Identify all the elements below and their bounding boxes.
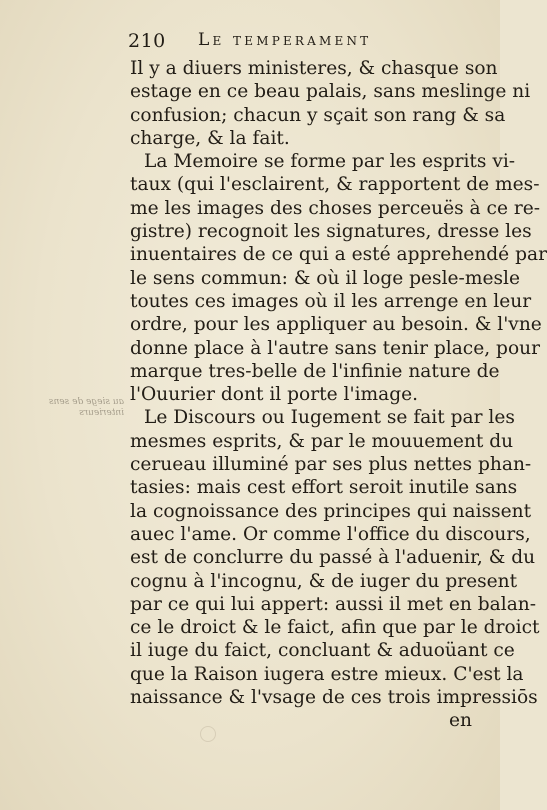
text-line: ordre, pour les appliquer au besoin. & l'vne: [130, 314, 542, 336]
text-line: que la Raison iugera estre mieux. C'est la: [130, 663, 524, 685]
text-line: Il y a diuers ministeres, & chasque son: [130, 58, 498, 79]
text-line: charge, & la fait.: [130, 127, 290, 149]
paragraph-start-memoire: La Memoire se forme par les esprits vi-: [144, 151, 516, 173]
text-line: l'Ouurier dont il porte l'image.: [130, 384, 419, 406]
text-line: cerueau illuminé par ses plus nettes phan-: [130, 454, 532, 476]
text-line: me les images des choses perceuës à ce re-: [130, 197, 541, 219]
text-line: cognu à l'incognu, & de iuger du present: [130, 570, 518, 592]
text-line: est de conclurre du passé à l'aduenir, & du: [130, 547, 536, 569]
page-number: 210: [128, 30, 166, 52]
catchword: en: [449, 710, 472, 732]
text-line: auec l'ame. Or comme l'office du discours,: [130, 523, 531, 545]
text-line: inuentaires de ce qui a esté apprehendé par: [130, 244, 547, 266]
paragraph-start-discours: Le Discours ou Iugement se fait par les: [144, 407, 515, 429]
text-line: gistre) recognoit les signatures, dresse les: [130, 221, 532, 243]
text-line: toutes ces images où il les arrenge en leur: [130, 290, 532, 312]
text-line: donne place à l'autre sans tenir place, pour: [130, 337, 540, 359]
page-header: [128, 30, 468, 56]
text-line: mesmes esprits, & par le mouuement du: [130, 430, 514, 452]
text-line: estage en ce beau palais, sans meslinge ni: [130, 81, 531, 103]
text-line: ce le droict & le faict, afin que par le droict: [130, 617, 540, 639]
text-line: le sens commun: & où il loge pesle-mesle: [130, 267, 520, 289]
paper-stain: [200, 726, 216, 742]
text-line: taux (qui l'esclairent, & rapportent de mes-: [130, 174, 540, 196]
text-line: marque tres-belle de l'infinie nature de: [130, 360, 500, 382]
text-line: la cognoissance des principes qui naissent: [130, 500, 532, 522]
text-line: confusion; chacun y sçait son rang & sa: [130, 104, 506, 126]
text-line: tasies: mais cest effort seroit inutile sans: [130, 477, 518, 499]
body-text: [130, 57, 547, 733]
margin-note-bleedthrough: au siege de sens interieurs: [48, 397, 124, 418]
text-line: naissance & l'vsage de ces trois impressiōs: [130, 687, 538, 709]
text-line: par ce qui lui appert: aussi il met en balan-: [130, 593, 537, 615]
text-line: il iuge du faict, concluant & aduoüant ce: [130, 640, 515, 662]
running-title: Le temperament: [198, 30, 372, 50]
